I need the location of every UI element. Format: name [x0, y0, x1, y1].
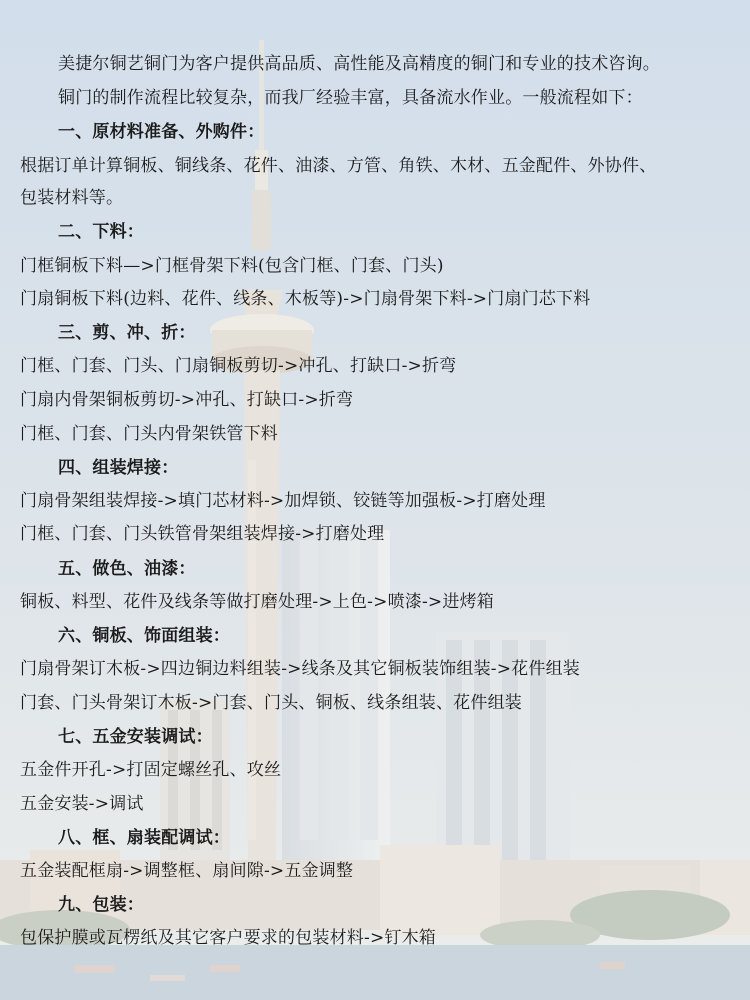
section-9-heading: 九、包装：	[58, 895, 144, 915]
section-3-heading: 三、剪、冲、折：	[58, 323, 196, 343]
section-7-heading: 七、五金安装调试：	[58, 727, 213, 747]
section-3-line-2: 门扇内骨架铜板剪切->冲孔、打缺口->折弯	[20, 390, 354, 410]
intro-line-1: 美捷尔铜艺铜门为客户提供高品质、高性能及高精度的铜门和专业的技术咨询。	[58, 54, 660, 74]
section-3-line-1: 门框、门套、门头、门扇铜板剪切->冲孔、打缺口->折弯	[20, 356, 457, 376]
section-6-line-1: 门扇骨架订木板->四边铜边料组装->线条及其它铜板装饰组装->花件组装	[20, 659, 580, 679]
section-4-line-1: 门扇骨架组装焊接->填门芯材料->加焊锁、铰链等加强板->打磨处理	[20, 491, 546, 511]
section-7-line-1: 五金件开孔->打固定螺丝孔、攻丝	[20, 760, 282, 780]
section-6-line-2: 门套、门头骨架订木板->门套、门头、铜板、线条组装、花件组装	[20, 693, 522, 713]
section-2-line-2: 门扇铜板下料(边料、花件、线条、木板等)->门扇骨架下料->门扇门芯下料	[20, 289, 591, 309]
section-4-line-2: 门框、门套、门头铁管骨架组装焊接->打磨处理	[20, 524, 385, 544]
section-1-line-2: 包装材料等。	[20, 188, 124, 208]
section-7-line-2: 五金安装->调试	[20, 794, 144, 814]
section-2-line-1: 门框铜板下料—>门框骨架下料(包含门框、门套、门头)	[20, 256, 444, 276]
section-3-line-3: 门框、门套、门头内骨架铁管下料	[20, 424, 278, 444]
section-9-line-1: 包保护膜或瓦楞纸及其它客户要求的包装材料->钉木箱	[20, 928, 436, 948]
section-8-heading: 八、框、扇装配调试：	[58, 828, 230, 848]
section-6-heading: 六、铜板、饰面组装：	[58, 626, 230, 646]
section-1-line-1: 根据订单计算铜板、铜线条、花件、油漆、方管、角铁、木材、五金配件、外协件、	[20, 156, 657, 176]
section-5-line-1: 铜板、料型、花件及线条等做打磨处理->上色->喷漆->进烤箱	[20, 592, 494, 612]
section-5-heading: 五、做色、油漆：	[58, 559, 196, 579]
section-2-heading: 二、下料：	[58, 222, 144, 242]
section-8-line-1: 五金装配框扇->调整框、扇间隙->五金调整	[20, 861, 354, 881]
intro-line-2: 铜门的制作流程比较复杂，而我厂经验丰富，具备流水作业。一般流程如下：	[58, 88, 643, 108]
section-4-heading: 四、组装焊接：	[58, 458, 179, 478]
section-1-heading: 一、原材料准备、外购件：	[58, 122, 265, 142]
